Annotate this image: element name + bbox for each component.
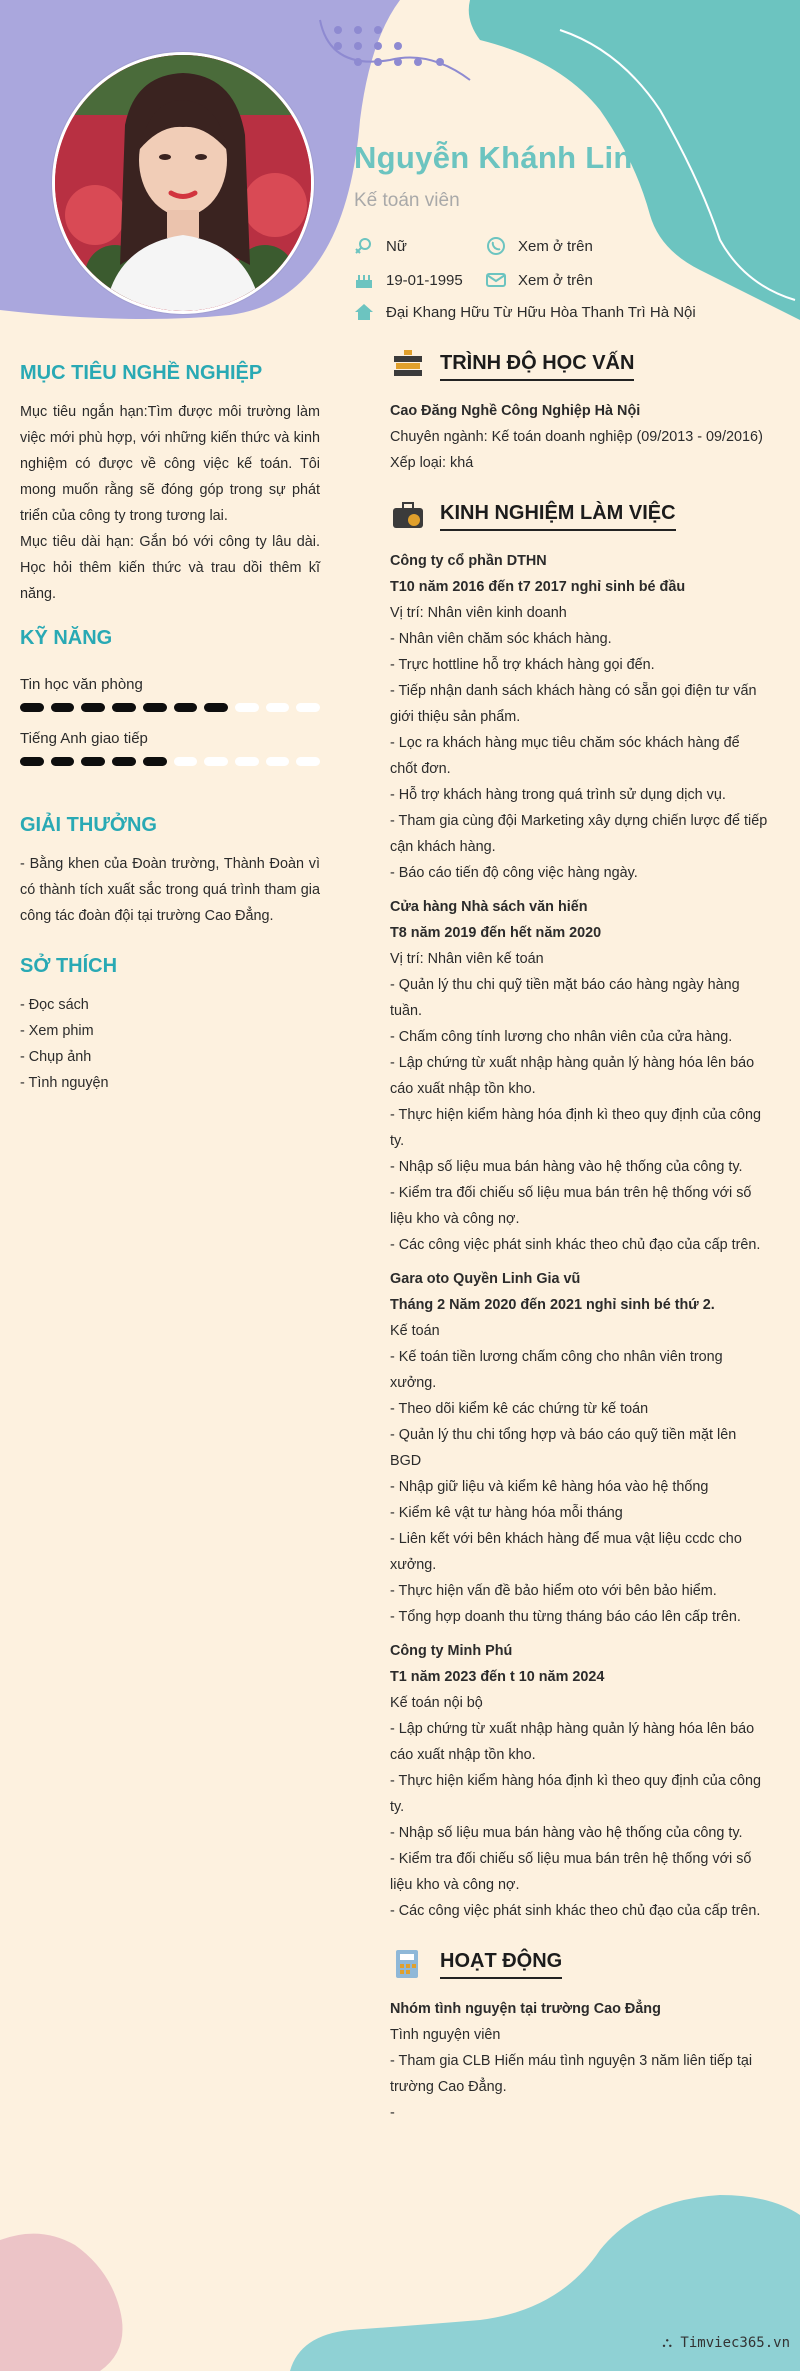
grade-text: Xếp loại: khá [390,455,474,471]
activities-title: HOẠT ĐỘNG [440,1950,562,1979]
job-duty: - Hỗ trợ khách hàng trong quá trình sử dụng dịch vụ. [390,787,726,803]
job-duty: - Tham gia cùng đội Marketing xây dựng chiến lược để tiếp cận khách hàng. [390,813,768,855]
contact-value-2: Xem ở trên [518,271,593,289]
avatar [52,52,314,314]
gender-value: Nữ [386,237,407,255]
objective-text-2: Mục tiêu dài hạn: Gắn bó với công ty lâu dài. Học hỏi thêm kiến thức và trau dồi thêm kĩ năng. [20,534,320,602]
job-period: Tháng 2 Năm 2020 đến 2021 nghỉ sinh bé thứ 2. [390,1297,715,1313]
job-duty: - Lập chứng từ xuất nhập hàng quản lý hàng hóa lên báo cáo xuất nhập tồn kho. [390,1721,755,1763]
awards-title: GIẢI THƯỞNG [20,814,157,836]
phone-icon [486,236,506,256]
job-position: Vị trí: Nhân viên kinh doanh [390,605,567,621]
job-company: Công ty Minh Phú [390,1643,513,1659]
activity-extra: - [390,2105,395,2121]
job-duty: - Chấm công tính lương cho nhân viên của cửa hàng. [390,1029,733,1045]
activity-role: Tình nguyện viên [390,2027,501,2043]
job-period: T1 năm 2023 đến t 10 năm 2024 [390,1669,605,1685]
job-duty: - Báo cáo tiến độ công việc hàng ngày. [390,865,638,881]
candidate-name: Nguyễn Khánh Linh [354,140,652,175]
gender-info [354,236,407,256]
education-header [390,348,770,384]
job-duty: - Trực hottline hỗ trợ khách hàng gọi đến. [390,657,655,673]
job-duty: - Lọc ra khách hàng mục tiêu chăm sóc khách hàng để chốt đơn. [390,735,740,777]
job-duty: - Kiểm tra đối chiếu số liệu mua bán trên hệ thống với số liệu kho và công nợ. [390,1851,752,1893]
right-column [390,348,770,2126]
footer-text: Timviec365.vn [680,2335,790,2351]
experience-header [390,498,770,534]
activity-desc: - Tham gia CLB Hiến máu tình nguyện 3 năm liên tiếp tại trường Cao Đẳng. [390,2053,753,2095]
skill-name: Tiếng Anh giao tiếp [20,730,148,747]
job-position: Kế toán nội bộ [390,1695,483,1711]
job-duty: - Kiểm kê vật tư hàng hóa mỗi tháng [390,1505,623,1521]
job-duty: - Nhập số liệu mua bán hàng vào hệ thống của công ty. [390,1825,743,1841]
candidate-role: Kế toán viên [354,190,460,211]
job-company: Gara oto Quyền Linh Gia vũ [390,1271,581,1287]
job-duty: - Tiếp nhận danh sách khách hàng có sẵn gọi điện tư vấn giới thiệu sản phẩm. [390,683,757,725]
job-duty: - Lập chứng từ xuất nhập hàng quản lý hàng hóa lên báo cáo xuất nhập tồn kho. [390,1055,755,1097]
job-company: Cửa hàng Nhà sách văn hiến [390,899,588,915]
job-entry [390,1266,770,1630]
major-text: Chuyên ngành: Kế toán doanh nghiệp (09/2013 - 09/2016) [390,429,763,445]
left-column [20,362,320,1096]
job-duty: - Kế toán tiền lương chấm công cho nhân viên trong xưởng. [390,1349,723,1391]
job-duty: - Quản lý thu chi quỹ tiền mặt báo cáo hàng ngày hàng tuần. [390,977,740,1019]
briefcase-icon [390,498,426,534]
job-duty: - Tổng hợp doanh thu từng tháng báo cáo lên cấp trên. [390,1609,741,1625]
skill-name: Tin học văn phòng [20,676,143,693]
job-position: Kế toán [390,1323,440,1339]
hobby-item: - Chụp ảnh [20,1049,92,1065]
gender-icon [354,236,374,256]
job-duty: - Thực hiện vấn đề bảo hiểm oto với bên bảo hiểm. [390,1583,717,1599]
footer-watermark: ⛬ Timviec365.vn [662,2335,790,2351]
job-company: Công ty cổ phần DTHN [390,553,547,569]
objective-text: Mục tiêu ngắn hạn:Tìm được môi trường làm việc mới phù hợp, với những kiến thức và kinh nghiệm có được về công việc kế toán. Tôi mong muốn rằng sẽ đóng góp trong sự phát triển của công ty trong tương lai. [20,404,320,524]
hobby-item: - Tình nguyện [20,1075,109,1091]
job-entry [390,1638,770,1924]
contact-info-2 [486,270,593,290]
experience-title: KINH NGHIỆM LÀM VIỆC [440,502,676,531]
hobby-item: - Đọc sách [20,997,89,1013]
job-duty: - Các công việc phát sinh khác theo chủ đạo của cấp trên. [390,1237,761,1253]
activity-org: Nhóm tình nguyện tại trường Cao Đẳng [390,2001,661,2017]
home-icon [354,302,374,322]
job-duty: - Liên kết với bên khách hàng để mua vật liệu ccdc cho xưởng. [390,1531,742,1573]
job-duty: - Thực hiện kiểm hàng hóa định kì theo quy định của công ty. [390,1107,761,1149]
job-entry [390,894,770,1258]
job-duty: - Nhập số liệu mua bán hàng vào hệ thống của công ty. [390,1159,743,1175]
job-duty: - Theo dõi kiểm kê các chứng từ kế toán [390,1401,649,1417]
address-info [354,302,696,322]
activities-header [390,1946,770,1982]
birth-value: 19-01-1995 [386,271,463,289]
hobby-item: - Xem phim [20,1023,94,1039]
school-name: Cao Đăng Nghề Công Nghiệp Hà Nội [390,403,641,419]
calculator-icon [390,1946,426,1982]
job-period: T10 năm 2016 đến t7 2017 nghỉ sinh bé đầu [390,579,686,595]
skills-title: KỸ NĂNG [20,627,113,649]
awards-text: - Bằng khen của Đoàn trường, Thành Đoàn vì có thành tích xuất sắc trong quá trình tham gia công tác đoàn đội tại trường Cao Đẳng. [20,856,320,924]
job-duty: - Kiểm tra đối chiếu số liệu mua bán trên hệ thống với số liệu kho và công nợ. [390,1185,752,1227]
education-title: TRÌNH ĐỘ HỌC VẤN [440,352,634,381]
email-icon [486,270,506,290]
job-list [390,548,770,1924]
job-duty: - Thực hiện kiểm hàng hóa định kì theo quy định của công ty. [390,1773,761,1815]
address-value: Đại Khang Hữu Từ Hữu Hòa Thanh Trì Hà Nội [386,303,696,321]
contact-value-1: Xem ở trên [518,237,593,255]
skill-bar [20,703,320,712]
job-duty: - Quản lý thu chi tổng hợp và báo cáo quỹ tiền mặt lên BGD [390,1427,737,1469]
birthday-icon [354,270,374,290]
books-icon [390,348,426,384]
job-duty: - Nhân viên chăm sóc khách hàng. [390,631,612,647]
job-duty: - Các công việc phát sinh khác theo chủ đạo của cấp trên. [390,1903,761,1919]
birth-info [354,270,463,290]
job-position: Vị trí: Nhân viên kế toán [390,951,544,967]
job-entry [390,548,770,886]
job-duty: - Nhập giữ liệu và kiểm kê hàng hóa vào hệ thống [390,1479,709,1495]
objective-title: MỤC TIÊU NGHỀ NGHIỆP [20,362,263,384]
skill-bar [20,757,320,766]
job-period: T8 năm 2019 đến hết năm 2020 [390,925,602,941]
hobbies-title: SỞ THÍCH [20,955,118,977]
contact-info-1 [486,236,593,256]
